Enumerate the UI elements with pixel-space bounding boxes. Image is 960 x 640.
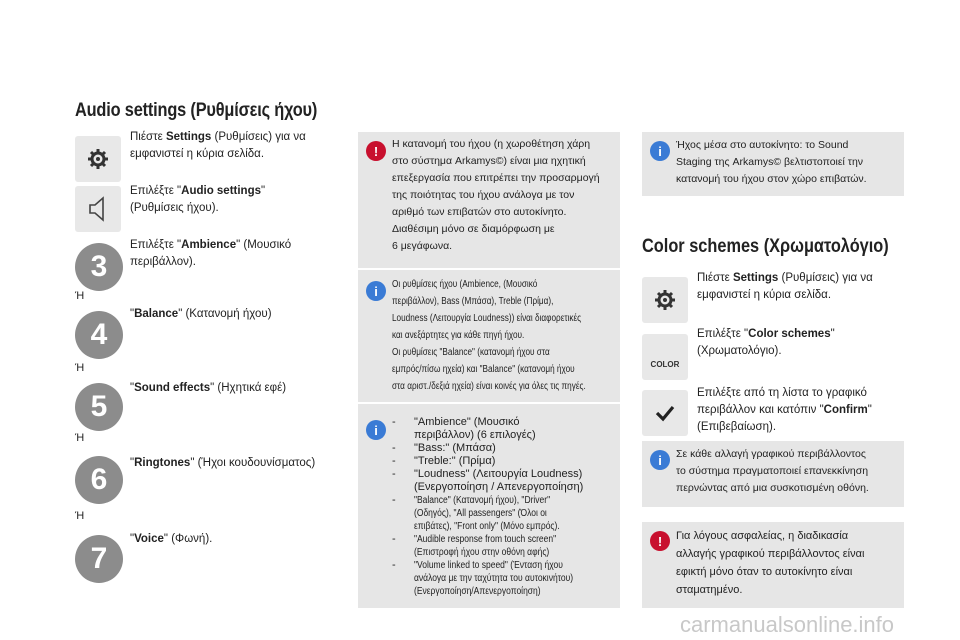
or-label: Ή bbox=[75, 510, 85, 522]
step-number-4: 4 bbox=[75, 311, 123, 359]
info-icon: i bbox=[366, 420, 386, 440]
color-step-settings: Πιέστε Settings (Ρυθμίσεις) για να εμφανιστεί η κύρια σελίδα. bbox=[697, 272, 873, 301]
step-ringtones: "Ringtones" (Ήχοι κουδουνίσματος) bbox=[130, 457, 316, 469]
info-top-text: Ήχος μέσα στο αυτοκίνητο: το Sound Staging της Arkamys© βελτιστοποιεί την κατανομή του ήχου στον χώρο επιβατών. bbox=[676, 139, 867, 185]
list-item: - "Volume linked to speed" (Ένταση ήχου ανάλογα με την ταχύτητα του αυτοκινήτου) (Ενεργοποίηση/Απενεργοποίηση) bbox=[392, 559, 574, 597]
list-item: - "Audible response from touch screen" (Επιστροφή ήχου στην οθόνη αφής) bbox=[392, 533, 557, 558]
color-schemes-title: Color schemes (Χρωματολόγιο) bbox=[642, 236, 889, 257]
step-audio-settings: Επιλέξτε "Audio settings" (Ρυθμίσεις ήχου). bbox=[130, 185, 266, 214]
step-ambience: Επιλέξτε "Ambience" (Μουσικό περιβάλλον). bbox=[130, 239, 292, 268]
step-number-6: 6 bbox=[75, 456, 123, 504]
color-icon-box bbox=[642, 334, 688, 380]
warning-icon: ! bbox=[366, 141, 386, 161]
step-voice: "Voice" (Φωνή). bbox=[130, 533, 213, 545]
warning-icon: ! bbox=[650, 531, 670, 551]
step-number-3: 3 bbox=[75, 243, 123, 291]
color-step-schemes: Επιλέξτε "Color schemes" (Χρωματολόγιο). bbox=[697, 328, 835, 357]
list-item: - "Bass:" (Μπάσα) bbox=[392, 442, 496, 454]
list-item: - "Balance" (Κατανομή ήχου), "Driver" (Οδηγός), "All passengers" (Όλοι οι επιβάτες), "Front only" (Μόνο εμπρός). bbox=[392, 494, 560, 532]
settings-icon-box bbox=[75, 136, 121, 182]
step-balance: "Balance" (Κατανομή ήχου) bbox=[130, 308, 272, 320]
warning-text: Η κατανομή του ήχου (η χωροθέτηση χάρη στο σύστημα Arkamys©) είναι μια ηχητική επεξεργασία που επιτρέπει την προσαρμογή της ποιότητας του ήχου ανάλογα με τον αριθμό των επιβατών στο αυτοκίνητο. Διαθέσιμη μόνο σε διαμόρφωση με 6 μεγάφωνα. bbox=[392, 138, 600, 252]
divider bbox=[358, 268, 620, 270]
info-icon: i bbox=[366, 281, 386, 301]
gear-icon bbox=[86, 147, 110, 171]
list-item: - "Ambience" (Μουσικό περιβάλλον) (6 επιλογές) bbox=[392, 416, 536, 441]
color-icon: COLOR bbox=[650, 359, 680, 369]
page-title: Audio settings (Ρυθμίσεις ήχου) bbox=[75, 100, 318, 121]
gear-icon bbox=[653, 288, 677, 312]
list-item: - "Loudness" (Λειτουργία Loudness) (Ενεργοποίηση / Απενεργοποίηση) bbox=[392, 468, 584, 493]
step-settings: Πιέστε Settings (Ρυθμίσεις) για να εμφανιστεί η κύρια σελίδα. bbox=[130, 131, 306, 160]
settings-list bbox=[392, 416, 634, 598]
step-sound-effects: "Sound effects" (Ηχητικά εφέ) bbox=[130, 382, 287, 394]
checkmark-icon bbox=[654, 402, 676, 424]
divider bbox=[358, 402, 620, 404]
info-icon: i bbox=[650, 141, 670, 161]
list-item: - "Treble:" (Πρίμα) bbox=[392, 455, 496, 467]
or-label: Ή bbox=[75, 290, 85, 302]
step-number-5: 5 bbox=[75, 383, 123, 431]
info-icon: i bbox=[650, 450, 670, 470]
or-label: Ή bbox=[75, 432, 85, 444]
info-text: Οι ρυθμίσεις ήχου (Ambience, (Μουσικό περιβάλλον), Bass (Μπάσα), Treble (Πρίμα), Loudness (Λειτουργία Loudness)) είναι διαφορετικές και ανεξάρτητες για κάθε πηγή ήχου. Οι ρυθμίσεις "Balance" (κατανομή ήχου στα εμπρός/πίσω ηχεία) και "Balance" (κατανομή ήχου στα αριστ./δεξιά ηχεία) είναι κοινές για όλες τις πηγές. bbox=[392, 279, 586, 392]
watermark: carmanualsonline.info bbox=[680, 612, 895, 637]
or-label: Ή bbox=[75, 362, 85, 374]
confirm-icon-box bbox=[642, 390, 688, 436]
safety-warning-text: Για λόγους ασφαλείας, η διαδικασία αλλαγής γραφικού περιβάλλοντος είναι εφικτή μόνο όταν το αυτοκίνητο είναι σταματημένο. bbox=[676, 530, 865, 596]
speaker-icon bbox=[86, 195, 110, 223]
speaker-icon-box bbox=[75, 186, 121, 232]
color-step-confirm: Επιλέξτε από τη λίστα το γραφικό περιβάλλον και κατόπιν "Confirm" (Επιβεβαίωση). bbox=[697, 387, 872, 433]
step-number-7: 7 bbox=[75, 535, 123, 583]
restart-info-text: Σε κάθε αλλαγή γραφικού περιβάλλοντος το σύστημα πραγματοποιεί επανεκκίνηση περνώντας από μια συσκοτισμένη οθόνη. bbox=[676, 448, 869, 494]
settings-icon-box bbox=[642, 277, 688, 323]
